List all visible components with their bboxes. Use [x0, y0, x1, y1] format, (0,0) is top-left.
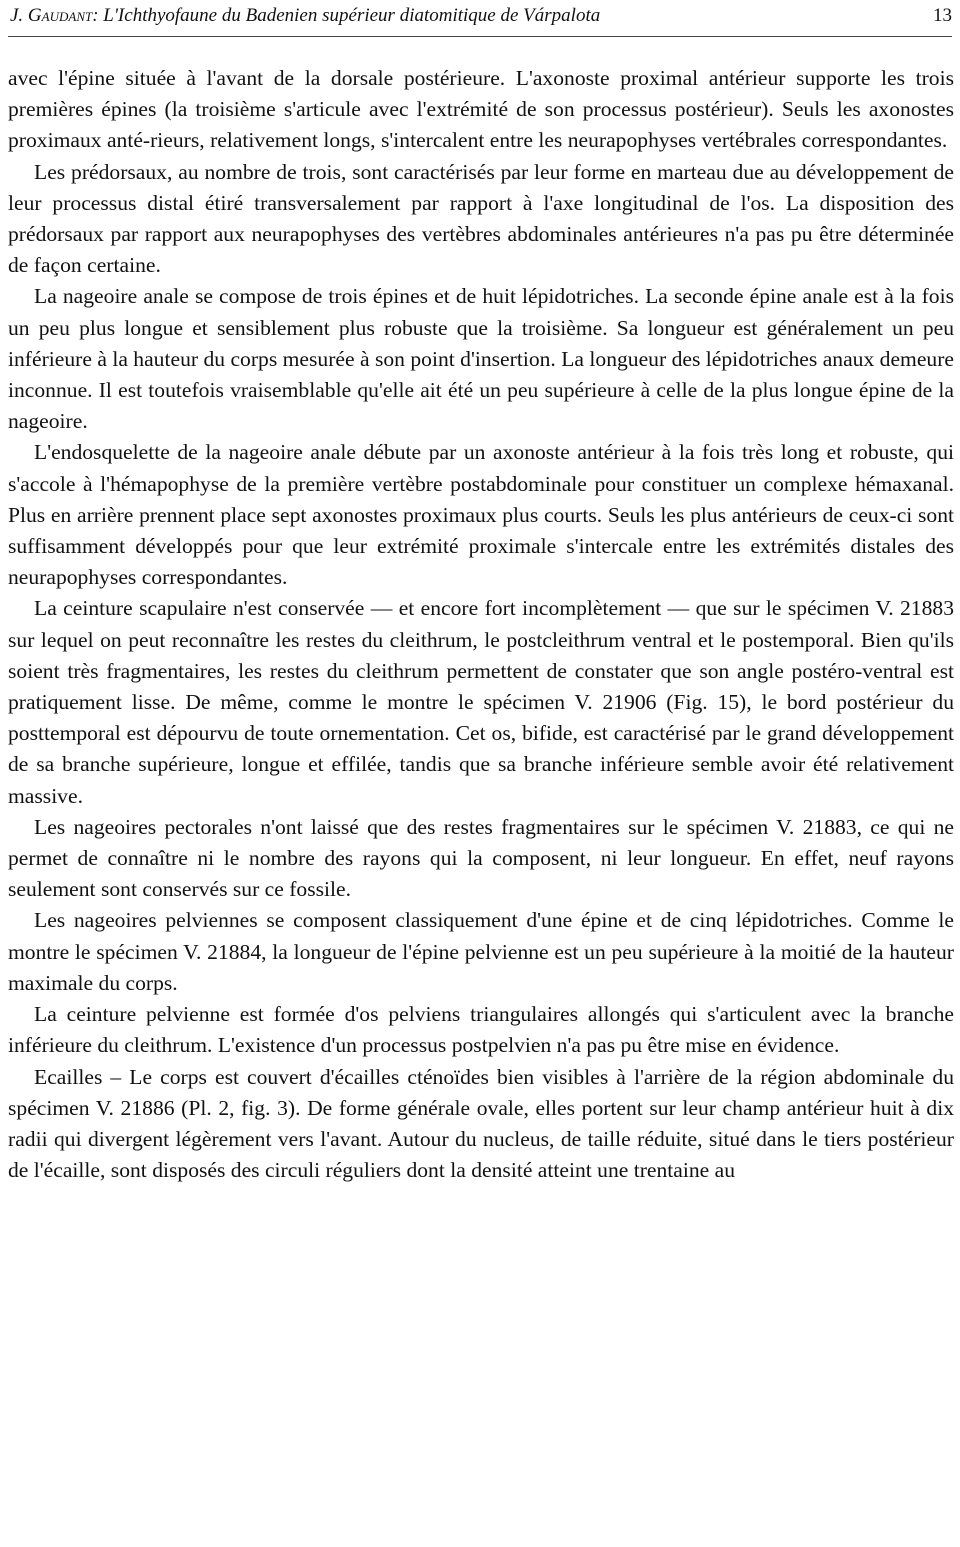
header-rule [8, 36, 952, 37]
paragraph-dorsal-continuation: avec l'épine située à l'avant de la dorsale postérieure. L'axonoste proximal antérieur supporte les trois premières épines (la troisième s'articule avec l'extrémité de son processus postérieur). Seuls les axonostes proximaux anté-rieurs, relativement longs, s'intercalent entre les neurapophyses vertébrales correspondantes. [8, 66, 954, 153]
paragraph-anal-endoskeleton: L'endosquelette de la nageoire anale débute par un axonoste antérieur à la fois très long et robuste, qui s'accole à l'hémapophyse de la première vertèbre postabdominale pour constituer un complexe hémaxanal. Plus en arrière prennent place sept axonostes proximaux plus courts. Seuls les plus antérieurs de ceux-ci sont suffisamment développés pour que leur extrémité proximale s'intercale entre les extrémités distales des neurapophyses correspondantes. [8, 440, 954, 590]
page-number: 13 [933, 5, 952, 26]
running-header [8, 2, 952, 30]
paragraph-scales: Ecailles – Le corps est couvert d'écailles cténoïdes bien visibles à l'arrière de la région abdominale du spécimen V. 21886 (Pl. 2, fig. 3). De forme générale ovale, elles portent sur leur champ antérieur huit à dix radii qui divergent légèrement vers l'avant. Autour du nucleus, de taille réduite, situé dans le tiers postérieur de l'écaille, sont disposés des circuli réguliers dont la densité atteint une trentaine au [8, 1064, 954, 1183]
paragraph-predorsals: Les prédorsaux, au nombre de trois, sont caractérisés par leur forme en marteau due au développement de leur processus distal étiré transversalement par rapport à l'axe longitudinal de l'os. La disposition des prédorsaux par rapport aux neurapophyses des vertèbres abdominales antérieures n'a pas pu être déterminée de façon certaine. [8, 159, 954, 278]
body-text [8, 63, 954, 1186]
paragraph-pelvic-girdle: La ceinture pelvienne est formée d'os pelviens triangulaires allongés qui s'articulent avec la branche inférieure du cleithrum. L'existence d'un processus postpelvien n'a pas pu être mise en évidence. [8, 1002, 954, 1058]
running-title [10, 2, 600, 30]
paragraph-pelvic-fins: Les nageoires pelviennes se composent classiquement d'une épine et de cinq lépidotriches. Comme le montre le spécimen V. 21884, la longueur de l'épine pelvienne est un peu supérieure à la moitié de la hauteur maximale du corps. [8, 908, 954, 995]
paragraph-pectoral-fins: Les nageoires pectorales n'ont laissé que des restes fragmentaires sur le spécimen V. 21883, ce qui ne permet de connaître ni le nombre des rayons qui la composent, ni leur longueur. En effet, neuf rayons seulement sont conservés sur ce fossile. [8, 814, 954, 902]
paragraph-anal-fin: La nageoire anale se compose de trois épines et de huit lépidotriches. La seconde épine anale est à la fois un peu plus longue et sensiblement plus robuste que la troisième. Sa longueur est généralement un peu inférieure à la hauteur du corps mesurée à son point d'insertion. La longueur des lépidotriches anaux demeure inconnue. Il est toutefois vraisemblable qu'elle ait été un peu supérieure à celle de la plus longue épine de la nageoire. [8, 284, 954, 434]
running-title-author: J. Gaudant: [10, 5, 99, 26]
running-title-text: L'Ichthyofaune du Badenien supérieur diatomitique de Várpalota [98, 5, 601, 26]
paragraph-scapular-girdle: La ceinture scapulaire n'est conservée — et encore fort incomplètement — que sur le spécimen V. 21883 sur lequel on peut reconnaître les restes du cleithrum, le postcleithrum ventral et le postemporal. Bien qu'ils soient très fragmentaires, les restes du cleithrum permettent de constater que son angle postéro-ventral est pratiquement lisse. De même, comme le montre le spécimen V. 21906 (Fig. 15), le bord postérieur du posttemporal est dépourvu de toute ornementation. Cet os, bifide, est caractérisé par le grand développement de sa branche supérieure, longue et effilée, tandis que sa branche inférieure semble avoir été relativement massive. [8, 596, 954, 808]
